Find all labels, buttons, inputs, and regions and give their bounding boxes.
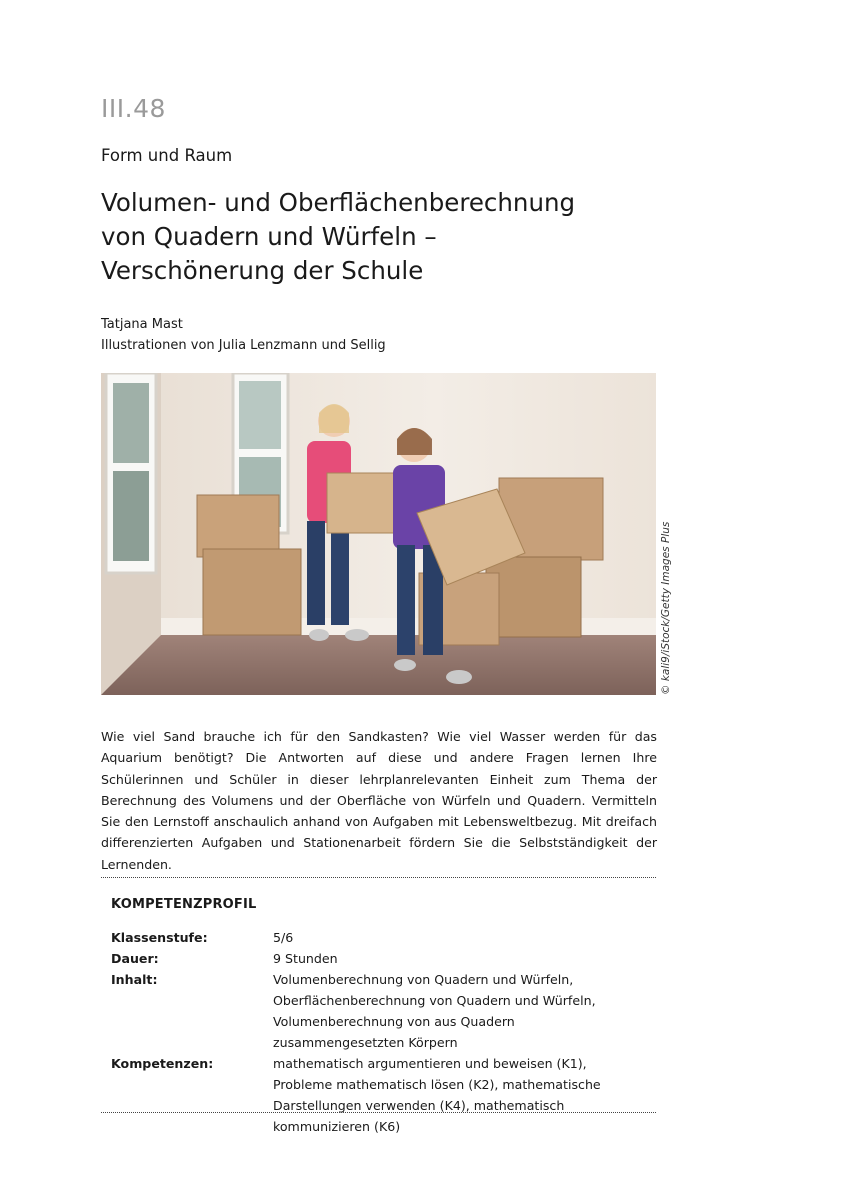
profile-label: Dauer: bbox=[111, 951, 159, 966]
profile-value: 9 Stunden bbox=[273, 951, 338, 966]
profile-label: Klassenstufe: bbox=[111, 930, 208, 945]
page-title bbox=[101, 186, 575, 288]
title-line-1: Volumen- und Oberflächenberechnung bbox=[101, 188, 576, 217]
profile-row-competences bbox=[111, 1053, 656, 1137]
unit-code: III.48 bbox=[101, 94, 166, 123]
profile-value: Volumenberechnung von Quadern und Würfeln, Oberflächenberechnung von Quadern und Würfeln, Volumenberechnung von aus Quadern zusammengesetzten Körpern bbox=[273, 972, 596, 1050]
profile-row-grade bbox=[111, 927, 656, 948]
photo-credit: © kali9/iStock/Getty Images Plus bbox=[660, 521, 672, 695]
profile-label: Inhalt: bbox=[111, 972, 158, 987]
profile-row-content bbox=[111, 969, 656, 1053]
author-block bbox=[101, 314, 386, 356]
dotted-divider-bottom bbox=[101, 1112, 656, 1113]
profile-value: mathematisch argumentieren und beweisen (K1), Probleme mathematisch lösen (K2), mathematische Darstellungen verwenden (K4), mathematisch kommunizieren (K6) bbox=[273, 1056, 601, 1134]
intro-paragraph: Wie viel Sand brauche ich für den Sandkasten? Wie viel Wasser werden für das Aquarium benötigt? Die Antworten auf diese und andere Fragen lernen Ihre Schülerinnen und Schüler in dieser lehrplanrelevanten Einheit zum Thema der Berechnung des Volumens und der Oberfläche von Würfeln und Quadern. Vermitteln Sie den Lernstoff anschaulich anhand von Aufgaben mit Lebensweltbezug. Mit dreifach differenzierten Aufgaben und Stationenarbeit fördern Sie die Selbstständigkeit der Lernenden. bbox=[101, 729, 657, 872]
photo-illustration bbox=[101, 373, 656, 695]
cover-photo bbox=[101, 373, 656, 695]
title-line-3: Verschönerung der Schule bbox=[101, 256, 424, 285]
competence-profile-heading: KOMPETENZPROFIL bbox=[111, 897, 257, 912]
competence-profile bbox=[111, 927, 656, 1137]
title-line-2: von Quadern und Würfeln – bbox=[101, 222, 437, 251]
dotted-divider-top bbox=[101, 877, 656, 878]
profile-row-duration bbox=[111, 948, 656, 969]
profile-value: 5/6 bbox=[273, 930, 294, 945]
illustrations-credit: Illustrationen von Julia Lenzmann und Sellig bbox=[101, 338, 386, 353]
profile-label: Kompetenzen: bbox=[111, 1056, 214, 1071]
author-name: Tatjana Mast bbox=[101, 317, 183, 332]
section-label: Form und Raum bbox=[101, 146, 233, 165]
